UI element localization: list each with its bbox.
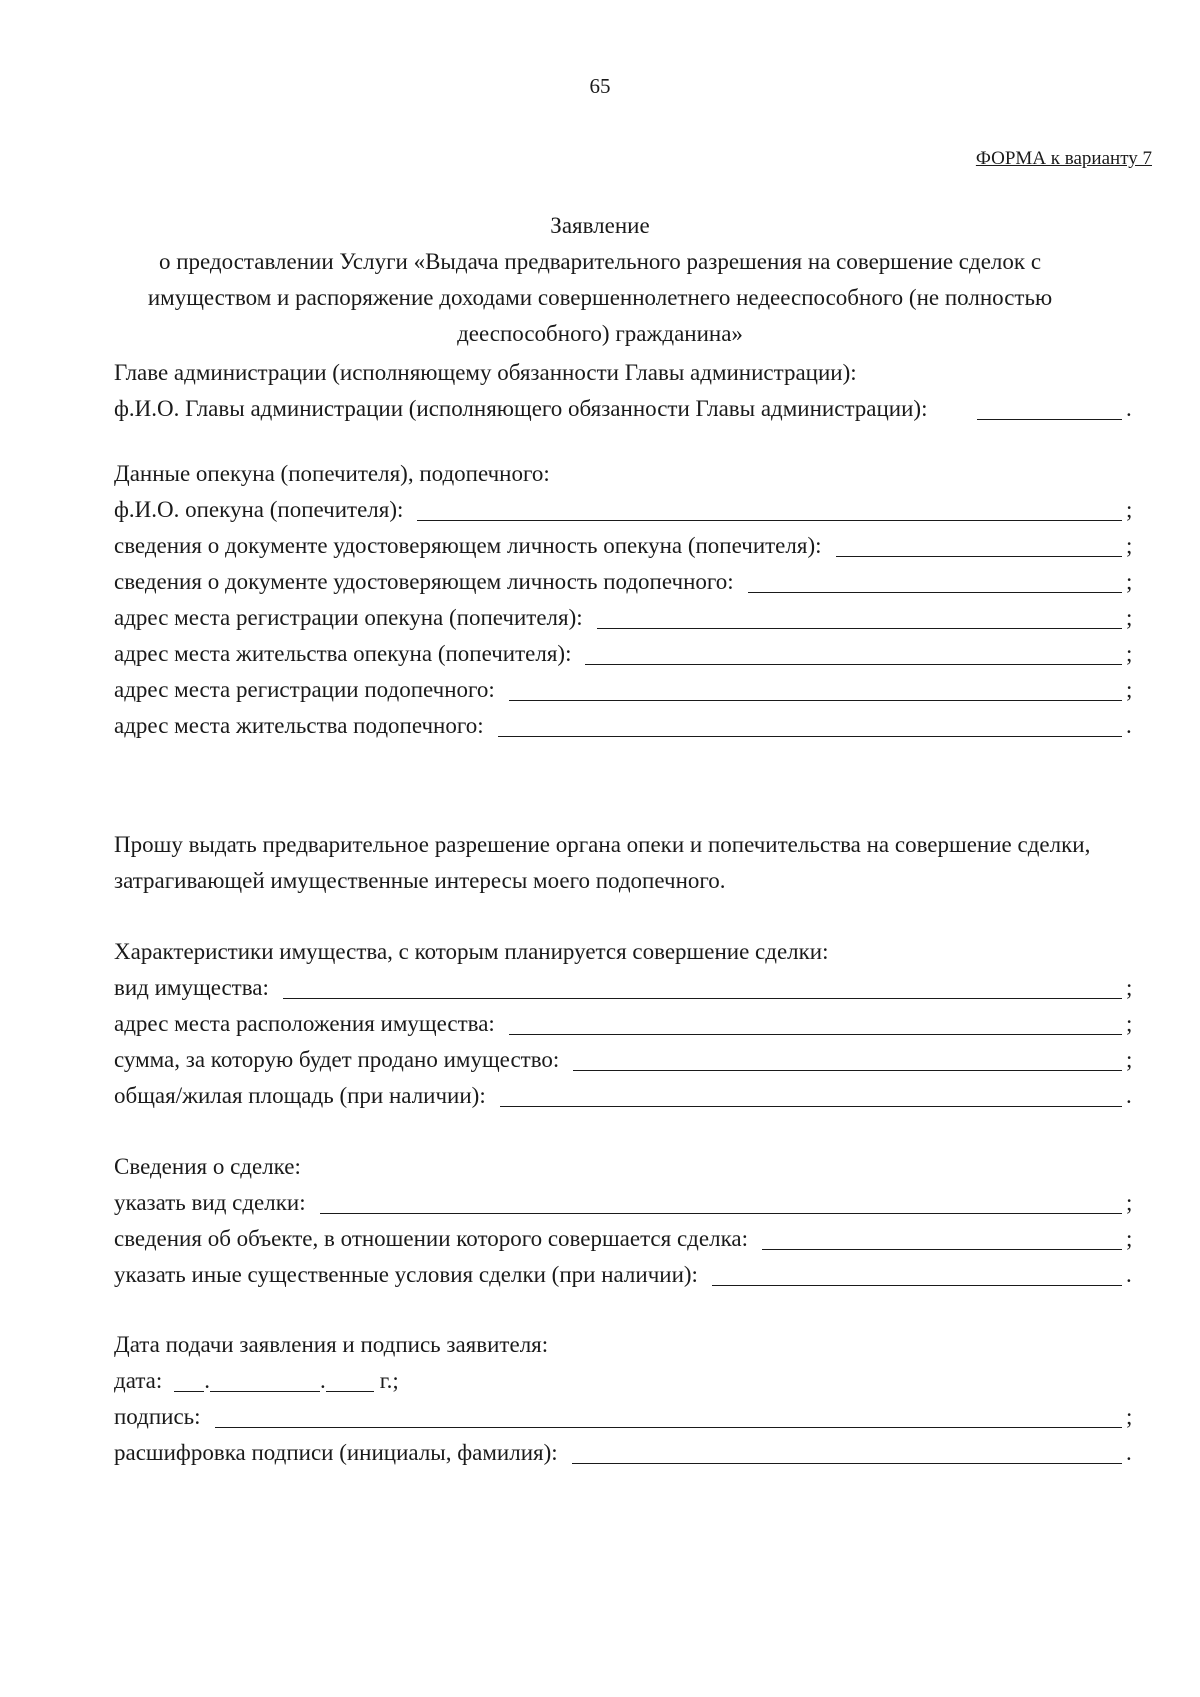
- property-section: [114, 934, 1134, 1114]
- guardian-residence-field[interactable]: [585, 664, 1122, 665]
- property-sum-label: сумма, за которую будет продано имущество:: [114, 1047, 560, 1072]
- signature-section: [114, 1327, 1134, 1471]
- form-field-row: [114, 1257, 1134, 1293]
- head-name-row: [114, 391, 1134, 427]
- ward-id-doc-label: сведения о документе удостоверяющем личность подопечного:: [114, 569, 734, 594]
- addressee-heading: Главе администрации (исполняющему обязанности Главы администрации):: [114, 360, 857, 385]
- form-field-row: [114, 1078, 1134, 1114]
- signature-decoding-field[interactable]: [572, 1463, 1122, 1464]
- deal-heading: Сведения о сделке:: [114, 1154, 301, 1179]
- form-field-row: [114, 1399, 1134, 1435]
- field-end-mark: ;: [1126, 1011, 1133, 1036]
- property-heading-row: [114, 934, 1134, 970]
- field-end-mark: ;: [1126, 569, 1133, 594]
- property-address-field[interactable]: [509, 1034, 1122, 1035]
- head-name-label: ф.И.О. Главы администрации (исполняющего обязанности Главы администрации):: [114, 396, 928, 421]
- date-separator: .: [204, 1368, 210, 1393]
- form-field-row: [114, 528, 1134, 564]
- field-end-mark: .: [1126, 1262, 1132, 1287]
- date-label: дата:: [114, 1368, 163, 1393]
- deal-conditions-label: указать иные существенные условия сделки (при наличии):: [114, 1262, 698, 1287]
- date-day-field[interactable]: [174, 1391, 204, 1392]
- field-end-mark: ;: [1126, 605, 1133, 630]
- property-heading: Характеристики имущества, с которым планируется совершение сделки:: [114, 939, 829, 964]
- signature-heading: Дата подачи заявления и подпись заявителя:: [114, 1332, 549, 1357]
- deal-type-label: указать вид сделки:: [114, 1190, 306, 1215]
- guardian-registration-field[interactable]: [597, 628, 1122, 629]
- ward-residence-field[interactable]: [498, 736, 1122, 737]
- head-name-field[interactable]: [977, 419, 1122, 420]
- property-type-field[interactable]: [283, 998, 1122, 999]
- field-end-mark: ;: [1126, 1047, 1133, 1072]
- form-field-row: [114, 600, 1134, 636]
- date-suffix: г.;: [379, 1368, 399, 1393]
- property-type-label: вид имущества:: [114, 975, 269, 1000]
- property-address-label: адрес места расположения имущества:: [114, 1011, 495, 1036]
- ward-residence-label: адрес места жительства подопечного:: [114, 713, 484, 738]
- field-end-mark: ;: [1126, 1190, 1133, 1215]
- deal-object-field[interactable]: [762, 1249, 1122, 1250]
- field-end-mark: ;: [1126, 1404, 1133, 1429]
- form-field-row: [114, 1042, 1134, 1078]
- deal-object-label: сведения об объекте, в отношении которого совершается сделка:: [114, 1226, 748, 1251]
- signature-label: подпись:: [114, 1404, 201, 1429]
- date-row: [114, 1363, 1134, 1399]
- ward-id-doc-field[interactable]: [748, 592, 1122, 593]
- page-number: 65: [589, 74, 611, 98]
- field-end-mark: ;: [1126, 677, 1133, 702]
- form-field-row: [114, 1435, 1134, 1471]
- guardian-name-label: ф.И.О. опекуна (попечителя):: [114, 497, 404, 522]
- form-field-row: [114, 1221, 1134, 1257]
- signature-decoding-label: расшифровка подписи (инициалы, фамилия):: [114, 1440, 558, 1465]
- head-name-end: .: [1126, 396, 1132, 421]
- form-field-row: [114, 708, 1134, 744]
- form-field-row: [114, 970, 1134, 1006]
- guardian-residence-label: адрес места жительства опекуна (попечителя):: [114, 641, 572, 666]
- form-field-row: [114, 672, 1134, 708]
- guardian-registration-label: адрес места регистрации опекуна (попечителя):: [114, 605, 583, 630]
- deal-section: [114, 1149, 1134, 1293]
- field-end-mark: .: [1126, 713, 1132, 738]
- field-end-mark: ;: [1126, 641, 1133, 666]
- field-end-mark: ;: [1126, 533, 1133, 558]
- form-field-row: [114, 636, 1134, 672]
- field-end-mark: .: [1126, 1083, 1132, 1108]
- property-area-field[interactable]: [500, 1106, 1122, 1107]
- document-title: Заявление: [550, 213, 650, 238]
- property-area-label: общая/жилая площадь (при наличии):: [114, 1083, 486, 1108]
- request-paragraph: Прошу выдать предварительное разрешение органа опеки и попечительства на совершение сделки, затрагивающей имущественные интересы моего подопечного.: [114, 832, 1091, 893]
- date-separator: .: [320, 1368, 326, 1393]
- deal-type-field[interactable]: [320, 1213, 1122, 1214]
- signature-heading-row: [114, 1327, 1134, 1363]
- ward-registration-field[interactable]: [509, 700, 1122, 701]
- deal-heading-row: [114, 1149, 1134, 1185]
- form-field-row: [114, 1006, 1134, 1042]
- form-field-row: [114, 492, 1134, 528]
- date-month-field[interactable]: [210, 1391, 320, 1392]
- form-variant-tag: ФОРМА к варианту 7: [975, 148, 1152, 169]
- field-end-mark: ;: [1126, 497, 1133, 522]
- field-end-mark: ;: [1126, 1226, 1133, 1251]
- deal-conditions-field[interactable]: [712, 1285, 1122, 1286]
- date-year-field[interactable]: [326, 1391, 374, 1392]
- field-end-mark: .: [1126, 1440, 1132, 1465]
- property-sum-field[interactable]: [573, 1070, 1122, 1071]
- addressee-heading-row: [114, 355, 1134, 391]
- guardian-id-doc-field[interactable]: [836, 556, 1123, 557]
- guardian-id-doc-label: сведения о документе удостоверяющем личность опекуна (попечителя):: [114, 533, 822, 558]
- ward-registration-label: адрес места регистрации подопечного:: [114, 677, 495, 702]
- form-field-row: [114, 564, 1134, 600]
- guardian-name-field[interactable]: [417, 520, 1122, 521]
- document-subtitle: о предоставлении Услуги «Выдача предварительного разрешения на совершение сделок с имуществом и распоряжение доходами совершеннолетнего недееспособного (не полностью дееспособного) гражданина»: [147, 249, 1053, 346]
- signature-field[interactable]: [215, 1427, 1122, 1428]
- guardian-section: [114, 456, 1134, 744]
- field-end-mark: ;: [1126, 975, 1133, 1000]
- guardian-heading-row: [114, 456, 1134, 492]
- form-field-row: [114, 1185, 1134, 1221]
- guardian-heading: Данные опекуна (попечителя), подопечного:: [114, 461, 550, 486]
- addressee-section: [114, 355, 1134, 427]
